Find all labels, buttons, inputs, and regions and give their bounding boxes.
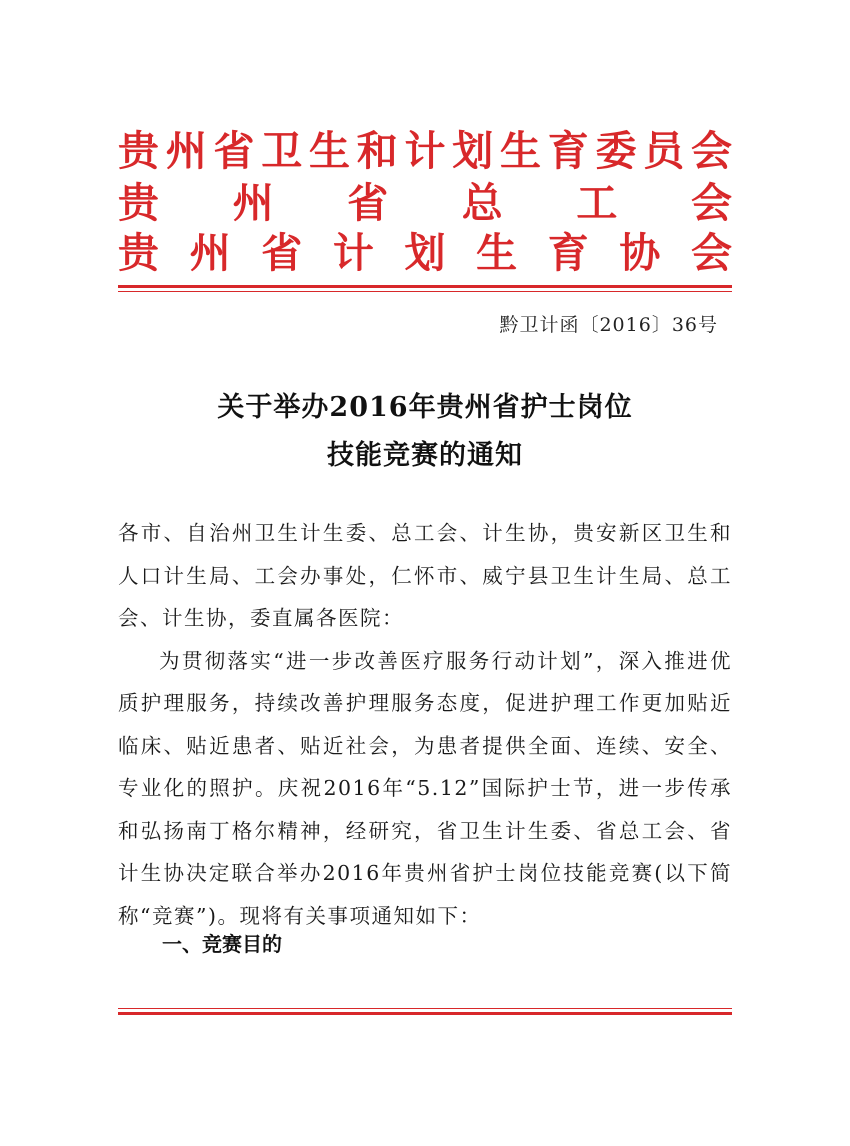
header-divider-thick — [118, 285, 732, 288]
org-char: 会 — [691, 127, 732, 175]
body-paragraph-1: 为贯彻落实“进一步改善医疗服务行动计划”，深入推进优质护理服务，持续改善护理服务态度，促进护理工作更加贴近临床、贴近患者、贴近社会，为患者提供全面、连续、安全、专业化的照护。庆祝2016年“5.12”国际护士节，进一步传承和弘扬南丁格尔精神，经研究，省卫生计生委、省总工会、省计生协决定联合举办2016年贵州省护士岗位技能竞赛(以下简称“竞赛”)。现将有关事项通知如下： — [118, 648, 732, 928]
org-char: 贵 — [118, 179, 159, 227]
document-number: 黔卫计函〔2016〕36号 — [499, 314, 718, 336]
org-char: 生 — [309, 127, 350, 175]
org-char: 工 — [576, 179, 618, 227]
org-name-trade-union — [118, 180, 732, 226]
org-char: 育 — [547, 127, 589, 175]
org-char: 计 — [404, 127, 446, 175]
section-heading-1: 一、竞赛目的 — [162, 932, 282, 956]
org-char: 生 — [500, 127, 541, 175]
org-char: 贵 — [118, 229, 159, 277]
org-char: 员 — [643, 127, 685, 175]
footer-divider-thick — [118, 1012, 732, 1015]
org-char: 会 — [690, 179, 732, 227]
org-char: 贵 — [118, 127, 159, 175]
org-char: 育 — [547, 229, 589, 277]
org-char: 委 — [595, 127, 637, 175]
org-char: 计 — [332, 229, 374, 277]
org-name-family-planning-association — [118, 230, 732, 276]
header-divider-thin — [118, 291, 732, 292]
footer-divider-thin — [118, 1008, 732, 1009]
org-char: 省 — [347, 179, 389, 227]
org-name-health-commission — [118, 128, 732, 174]
org-char: 省 — [213, 127, 255, 175]
org-char: 生 — [476, 229, 518, 277]
org-char: 和 — [356, 127, 398, 175]
org-char: 总 — [461, 179, 503, 227]
recipients-paragraph: 各市、自治州卫生计生委、总工会、计生协，贵安新区卫生和人口计生局、工会办事处，仁怀市、威宁县卫生计生局、总工会、计生协，委直属各医院： — [118, 521, 732, 630]
org-char: 划 — [404, 229, 446, 277]
document-body — [118, 512, 732, 937]
document-title-line-2: 技能竞赛的通知 — [327, 440, 523, 471]
org-char: 省 — [261, 229, 303, 277]
org-char: 划 — [452, 127, 494, 175]
org-char: 州 — [165, 127, 207, 175]
org-char: 州 — [232, 179, 274, 227]
document-title-line-1: 关于举办2016年贵州省护士岗位 — [217, 392, 633, 423]
org-char: 协 — [619, 229, 661, 277]
org-char: 卫 — [261, 127, 303, 175]
org-char: 会 — [691, 229, 732, 277]
org-char: 州 — [189, 229, 231, 277]
